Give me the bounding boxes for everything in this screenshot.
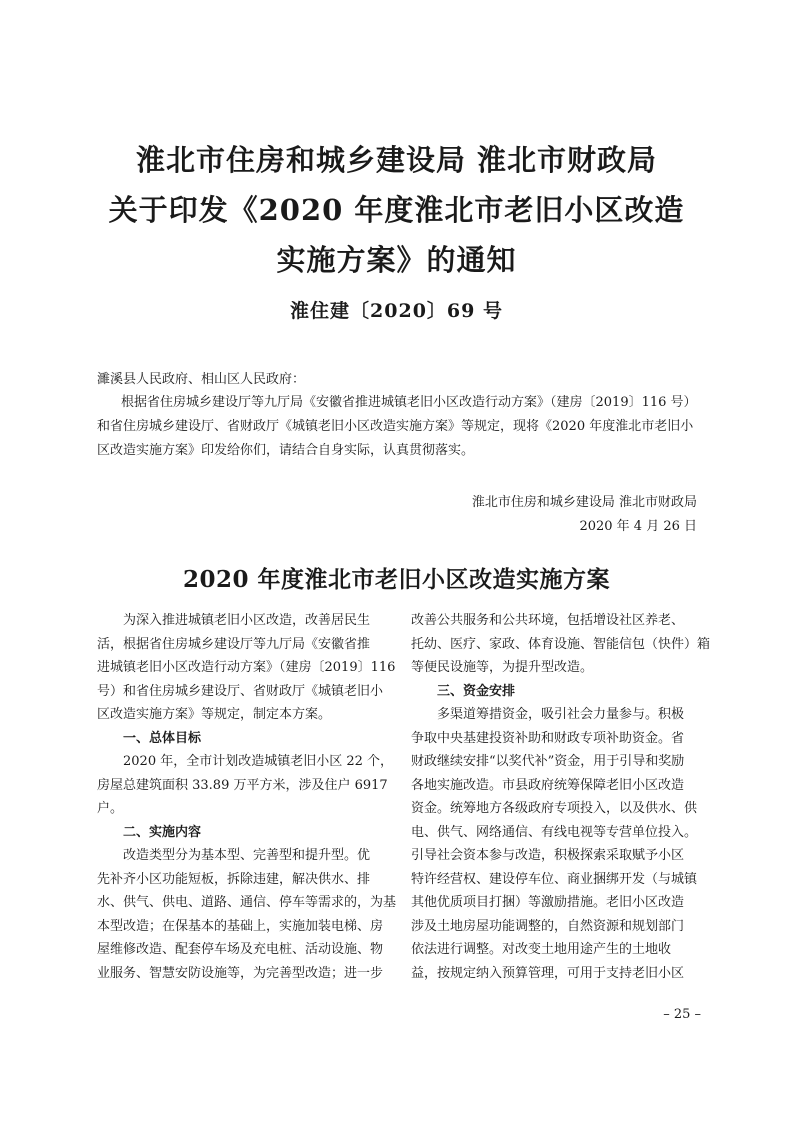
paragraph-line: 改善公共服务和公共环境，包括增设社区养老、 xyxy=(411,613,685,628)
issue-date: 2020 年 4 月 26 日 xyxy=(579,519,697,534)
paragraph-line: 等便民设施等，为提升型改造。 xyxy=(411,660,594,675)
paragraph-line: 多渠道筹措资金，吸引社会力量参与。积极 xyxy=(437,707,685,722)
paragraph-line: 引导社会资本参与改造，积极探索采取赋予小区 xyxy=(411,848,685,863)
paragraph-line: 房屋总建筑面积 33.89 万平方米，涉及住户 6917 xyxy=(97,777,388,793)
paragraph-line: 业服务、智慧安防设施等，为完善型改造；进一步 xyxy=(97,965,384,981)
page-number: – 25 – xyxy=(663,1007,701,1022)
right-column xyxy=(411,609,711,985)
paragraph-line: 托幼、医疗、家政、体育设施、智能信包（快件）箱 xyxy=(411,636,711,652)
notice-title-line-2: 关于印发《2020 年度淮北市老旧小区改造 xyxy=(108,193,685,227)
paragraph-line: 电、供气、网络通信、有线电视等专营单位投入。 xyxy=(411,824,698,840)
paragraph-line: 涉及土地房屋功能调整的，自然资源和规划部门 xyxy=(411,918,685,934)
paragraph-line: 2020 年，全市计划改造城镇老旧小区 22 个， xyxy=(123,754,394,769)
section-heading: 二、实施内容 xyxy=(123,824,202,840)
notice-title-line-1: 淮北市住房和城乡建设局 淮北市财政局 xyxy=(135,143,658,177)
issuer-signature: 淮北市住房和城乡建设局 淮北市财政局 xyxy=(471,495,697,510)
paragraph-line: 户。 xyxy=(97,801,124,816)
paragraph-line: 屋维修改造、配套停车场及充电桩、活动设施、物 xyxy=(97,942,384,957)
paragraph-line: 争取中央基建投资补助和财政专项补助资金。省 xyxy=(411,730,685,746)
plan-title: 2020 年度淮北市老旧小区改造实施方案 xyxy=(182,566,611,593)
addressee: 濉溪县人民政府、相山区人民政府： xyxy=(97,372,306,387)
paragraph-line: 进城镇老旧小区改造行动方案》（建房〔2019〕116 xyxy=(97,660,396,675)
paragraph-line: 水、供气、供电、道路、通信、停车等需求的，为基 xyxy=(97,895,397,910)
paragraph-line: 先补齐小区功能短板，拆除违建，解决供水、排 xyxy=(97,871,371,887)
left-column xyxy=(97,609,397,985)
paragraph-line: 活，根据省住房城乡建设厅等九厅局《安徽省推 xyxy=(97,636,371,652)
section-heading: 一、总体目标 xyxy=(123,730,202,746)
paragraph-line: 改造类型分为基本型、完善型和提升型。优 xyxy=(123,848,371,863)
paragraph-line: 区改造实施方案》等规定，制定本方案。 xyxy=(97,707,332,722)
paragraph-line: 依法进行调整。对改变土地用途产生的土地收 xyxy=(411,942,672,957)
paragraph-line: 财政继续安排“以奖代补”资金，用于引导和奖励 xyxy=(411,754,685,769)
paragraph-line: 本型改造；在保基本的基础上，实施加装电梯、房 xyxy=(97,918,384,934)
paragraph-line: 资金。统筹地方各级政府专项投入，以及供水、供 xyxy=(411,801,698,816)
notice-body-line: 和省住房城乡建设厅、省财政厅《城镇老旧小区改造实施方案》等规定，现将《2020 年度淮北市老旧小 xyxy=(97,419,694,434)
section-heading: 三、资金安排 xyxy=(437,683,516,699)
notice-body-line: 根据省住房城乡建设厅等九厅局《安徽省推进城镇老旧小区改造行动方案》（建房〔2019〕116 号） xyxy=(121,395,697,410)
document-number: 淮住建〔2020〕69 号 xyxy=(290,300,503,322)
paragraph-line: 特许经营权、建设停车位、商业捆绑开发（与城镇 xyxy=(411,871,698,887)
notice-title-line-3: 实施方案》的通知 xyxy=(276,243,517,277)
paragraph-line: 益，按规定纳入预算管理，可用于支持老旧小区 xyxy=(411,965,685,981)
paragraph-line: 号）和省住房城乡建设厅、省财政厅《城镇老旧小 xyxy=(97,683,384,699)
notice-body-line: 区改造实施方案》印发给你们，请结合自身实际，认真贯彻落实。 xyxy=(97,443,475,458)
paragraph-line: 为深入推进城镇老旧小区改造，改善居民生 xyxy=(123,613,371,628)
paragraph-line: 各地实施改造。市县政府统筹保障老旧小区改造 xyxy=(411,777,685,793)
paragraph-line: 其他优质项目打捆）等激励措施。老旧小区改造 xyxy=(411,895,685,910)
